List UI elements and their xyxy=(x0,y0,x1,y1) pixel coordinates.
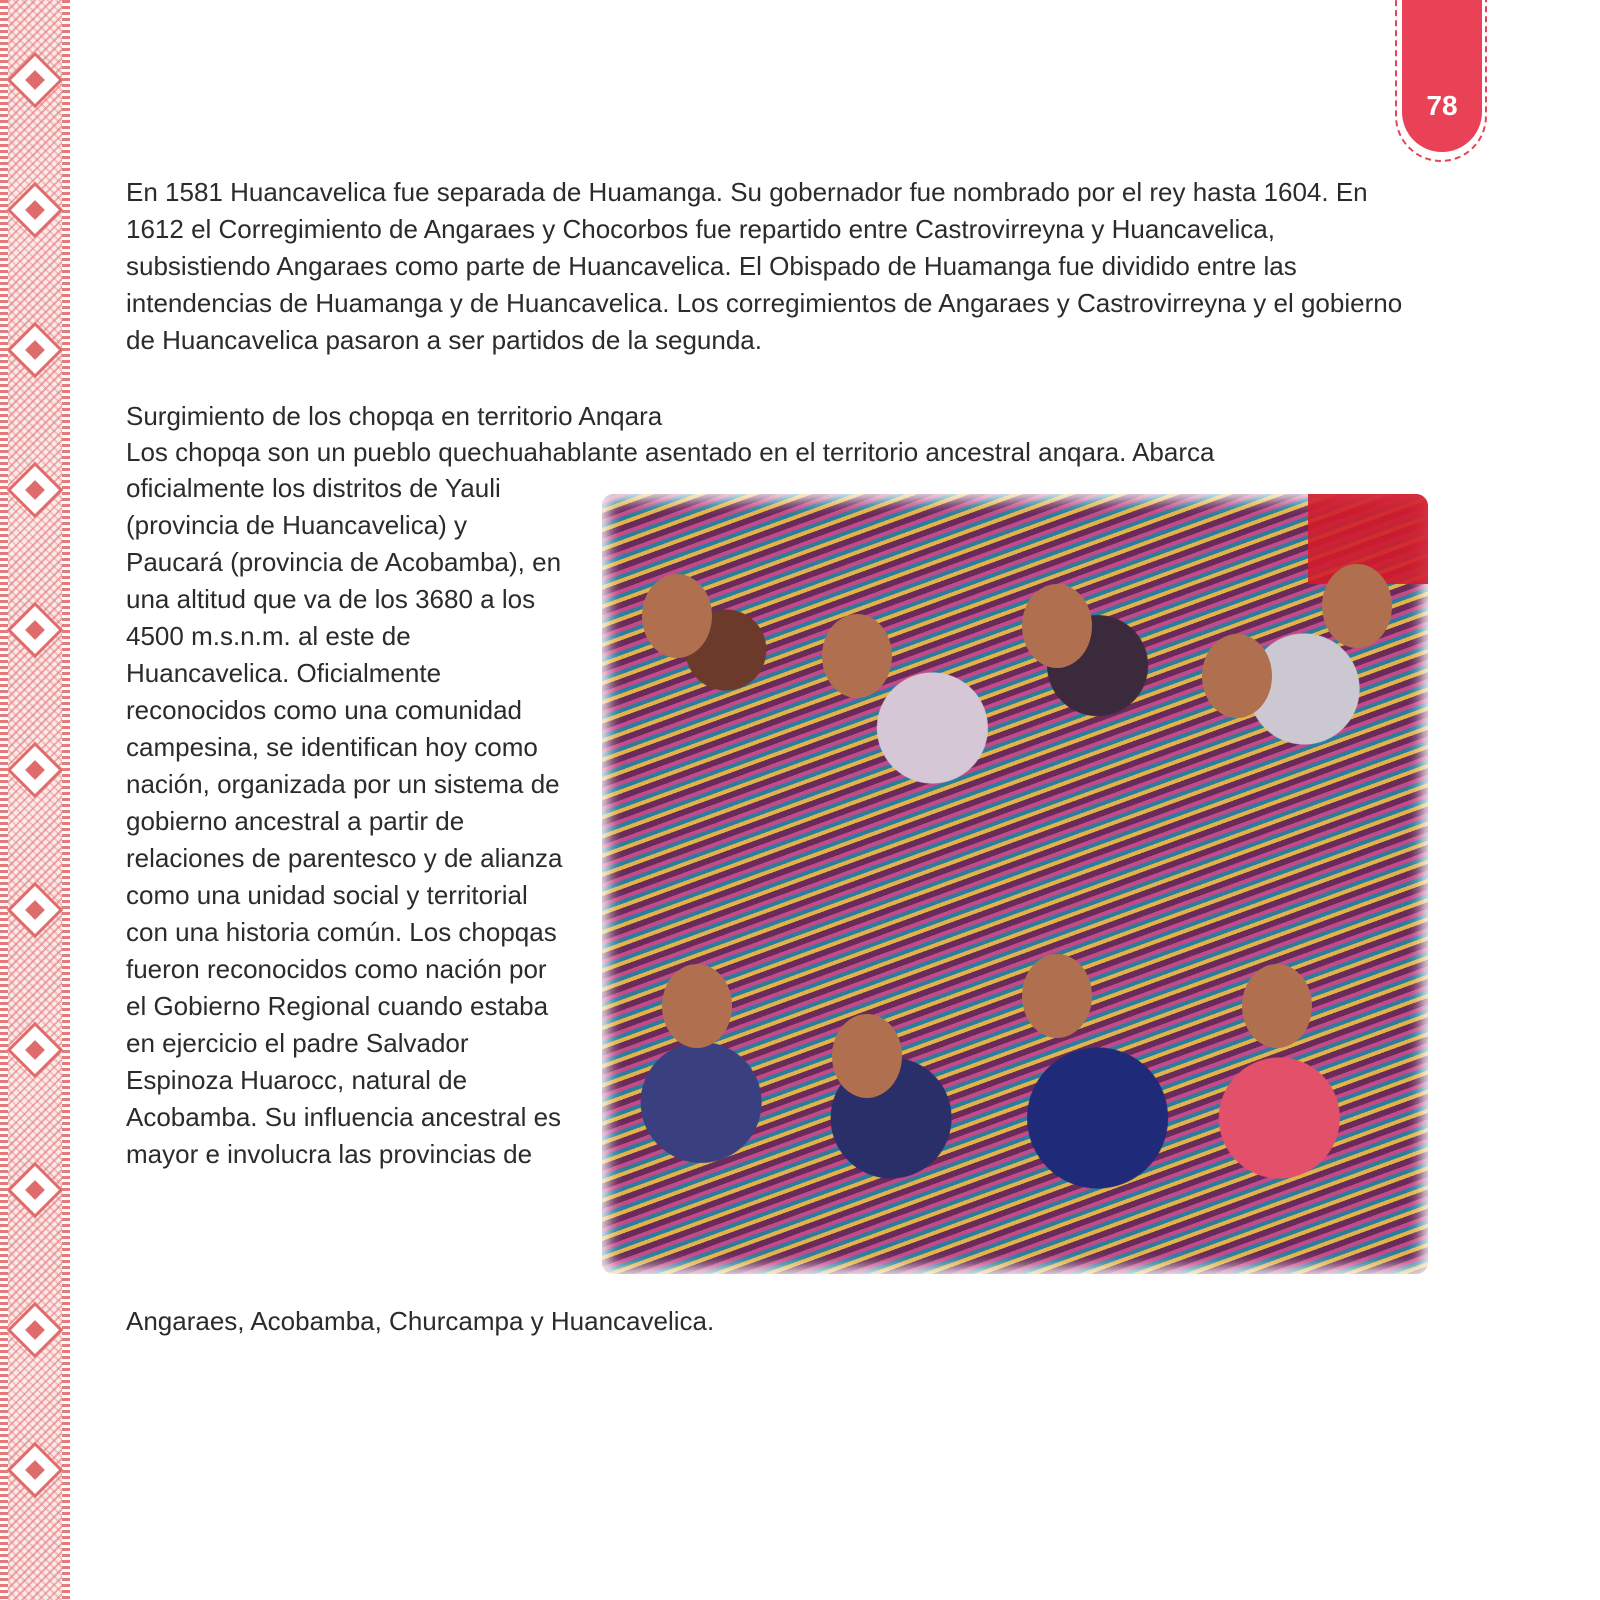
diamond-motif-icon xyxy=(7,1162,64,1219)
diamond-motif-icon xyxy=(7,742,64,799)
diamond-motif-icon xyxy=(7,1302,64,1359)
diamond-motif-icon xyxy=(7,1442,64,1499)
page-number: 78 xyxy=(1426,90,1458,121)
diamond-motif-icon xyxy=(7,52,64,109)
group-photo-chopqa-children xyxy=(602,494,1428,1274)
page-number-tab xyxy=(1402,0,1482,152)
diamond-motif-icon xyxy=(7,462,64,519)
decorative-textile-border xyxy=(0,0,70,1600)
diamond-motif-icon xyxy=(7,1022,64,1079)
intro-paragraph: En 1581 Huancavelica fue separada de Huamanga. Su gobernador fue nombrado por el rey hasta 1604. En 1612 el Corregimiento de Angaraes y Chocorbos fue repartido entre Castrovirreyna y Huancavelica, subsistiendo Angaraes como parte de Huancavelica. El Obispado de Huamanga fue dividido entre las intendencias de Huamanga y de Huancavelica. Los corregimientos de Angaraes y Castrovirreyna y el gobierno de Huancavelica pasaron a ser partidos de la segunda. xyxy=(126,177,1403,355)
section-lead-line: Los chopqa son un pueblo quechuahablante asentado en el territorio ancestral anqara. Abarca xyxy=(126,437,1215,467)
diamond-motif-icon xyxy=(7,322,64,379)
diamond-motif-icon xyxy=(7,602,64,659)
section-heading: Surgimiento de los chopqa en territorio Anqara xyxy=(126,401,663,431)
section-column-text: oficialmente los distritos de Yauli (provincia de Huancavelica) y Paucará (provincia de Acobamba), en una altitud que va de los 3680 a los 4500 m.s.n.m. al este de Huancavelica. Oficialmente reconocidos como una comunidad campesina, se identifican hoy como nación, organizada por un sistema de gobierno ancestral a partir de relaciones de parentesco y de alianza como una unidad social y territorial con una historia común. Los chopqas fueron reconocidos como nación por el Gobierno Regional cuando estaba en ejercicio el padre Salvador Espinoza Huarocc, natural de Acobamba. Su influencia ancestral es mayor e involucra las provincias de xyxy=(126,473,563,1169)
section-tail-line: Angaraes, Acobamba, Churcampa y Huancavelica. xyxy=(126,1306,715,1336)
border-edge-left xyxy=(0,0,8,1600)
diamond-motif-icon xyxy=(7,882,64,939)
diamond-motif-icon xyxy=(7,182,64,239)
border-edge-right xyxy=(62,0,70,1600)
